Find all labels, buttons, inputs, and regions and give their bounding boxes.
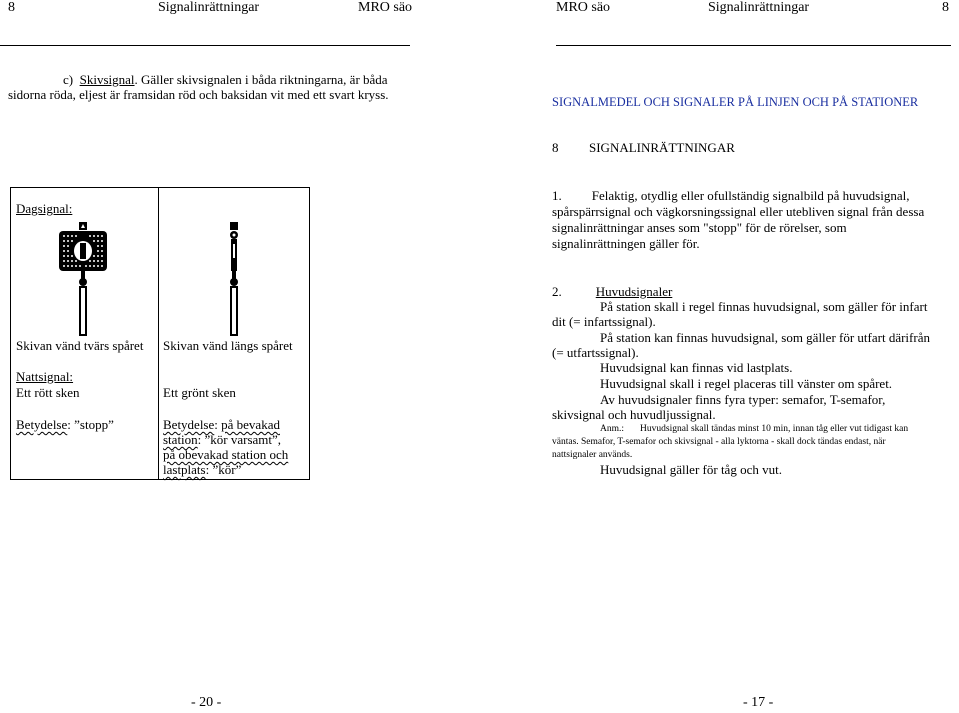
right-page-number: - 17 - (743, 695, 774, 710)
note-line3: nattsignaler används. (552, 450, 633, 460)
para2-num: 2. (552, 284, 562, 299)
para2-line2: dit (= infartssignal). (552, 314, 656, 329)
para2-line7: Av huvudsignaler finns fyra typer: semafor, T-semafor, (600, 392, 886, 407)
left-header-tag: MRO säo (358, 0, 413, 15)
para2-line8: skivsignal och huvudljussignal. (552, 407, 716, 422)
chapter-title: SIGNALINRÄTTNINGAR (589, 140, 735, 155)
left-header-rule (0, 45, 410, 46)
col1-caption: Skivan vänd tvärs spåret (16, 338, 144, 353)
item-c-line2: sidorna röda, eljest är framsidan röd och baksidan vit med ett svart kryss. (8, 87, 389, 102)
col2-meaning-label: Betydelse (163, 417, 215, 432)
para1-num: 1. (552, 188, 562, 203)
chapter-num: 8 (552, 140, 559, 155)
col2-meaning-part1: på bevakad (221, 417, 280, 432)
left-page-number: - 20 - (191, 695, 222, 710)
note-label: Anm.: (600, 424, 625, 434)
left-header-title: Signalinrättningar (158, 0, 260, 15)
col2-meaning-station: station (163, 432, 198, 447)
note-line1 (600, 423, 908, 436)
col1-meaning-value: : ”stopp” (67, 417, 114, 432)
table-column-divider (158, 188, 159, 479)
col2-meaning-line4 (163, 462, 241, 477)
para1-line1 (552, 188, 910, 203)
col2-meaning-line2 (163, 432, 281, 447)
col1-meaning (16, 417, 114, 432)
para2-line4: (= utfartssignal). (552, 345, 639, 360)
note-text-1: Huvudsignal skall tändas minst 10 min, innan tåg eller vut tidigast kan (640, 424, 909, 434)
col2-caption: Skivan vänd längs spåret (163, 338, 293, 353)
signal-disc-along-track-image (216, 218, 250, 338)
col2-meaning-lastplats: lastplats (163, 462, 206, 477)
col2-meaning-station-value: : ”kör varsamt”, (197, 432, 282, 447)
right-header-title: Signalinrättningar (708, 0, 810, 15)
col2-meaning-lastplats-value: : ”kör” (205, 462, 242, 477)
para2-title: Huvudsignaler (595, 284, 673, 299)
note-line2: väntas. Semafor, T-semafor och skivsignal - alla lyktorna - skall dock tändas endast, när (552, 437, 886, 447)
item-c-prefix: c) (63, 72, 74, 87)
item-c-line1-rest: . Gäller skivsignalen i båda riktningarna, är båda (134, 72, 388, 87)
col2-meaning-line1 (163, 417, 280, 432)
right-header-page-num: 8 (942, 0, 949, 15)
col1-night: Ett rött sken (16, 385, 80, 400)
right-header-rule (556, 45, 951, 46)
col2-meaning-colon: : (214, 417, 222, 432)
para1-line3: signalinrättningar anses som "stopp" för de rörelser, som (552, 220, 847, 235)
right-header-tag: MRO säo (556, 0, 611, 15)
item-c-term: Skivsignal (79, 72, 135, 87)
item-c-line1 (63, 72, 388, 87)
para1-line2: spårspärrsignal och vägkorsningssignal eller utebliven signal från dessa (552, 204, 925, 219)
para2-heading (552, 284, 672, 299)
para2-line5: Huvudsignal kan finnas vid lastplats. (600, 360, 793, 375)
para2-line6: Huvudsignal skall i regel placeras till vänster om spåret. (600, 376, 893, 391)
para1-text-1: Felaktig, otydlig eller ofullständig signalbild på huvudsignal, (591, 188, 910, 203)
left-header-page-num: 8 (8, 0, 15, 15)
chapter-heading (552, 140, 735, 156)
col2-meaning-line3: på obevakad station och (163, 447, 289, 462)
section-title: SIGNALMEDEL OCH SIGNALER PÅ LINJEN OCH PÅ STATIONER (552, 95, 919, 109)
para1-line4: signalinrättningen gäller för. (552, 236, 700, 251)
signal-disc-across-track-image (54, 218, 112, 338)
dagsignal-label: Dagsignal: (16, 201, 73, 216)
col1-meaning-label: Betydelse (16, 417, 68, 432)
para2-line1: På station skall i regel finnas huvudsignal, som gäller för infart (600, 299, 928, 314)
skivsignal-table (10, 187, 310, 480)
para2-line3: På station kan finnas huvudsignal, som gäller för utfart därifrån (600, 330, 930, 345)
para2-last-line: Huvudsignal gäller för tåg och vut. (600, 462, 782, 477)
nattsignal-label: Nattsignal: (16, 369, 74, 384)
col2-night: Ett grönt sken (163, 385, 236, 400)
